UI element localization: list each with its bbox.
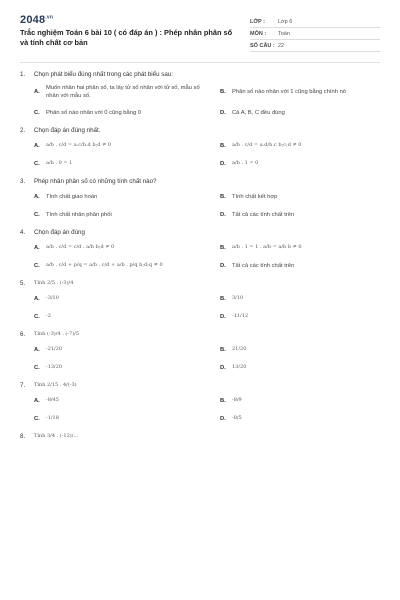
option-grid	[20, 84, 380, 119]
question-formula: Tính 2/15 . 4/(-3)	[34, 381, 77, 388]
option-text: Tính chất nhân phân phối	[46, 211, 112, 218]
option-label: C.	[34, 313, 40, 320]
option-label: D.	[220, 109, 226, 116]
option-b[interactable]	[220, 242, 392, 254]
option-a[interactable]	[34, 84, 206, 101]
question-stem	[20, 433, 380, 440]
option-label: B.	[220, 295, 226, 302]
option-text: Tính chất giao hoán	[46, 193, 98, 200]
option-formula: -8/5	[232, 415, 242, 422]
option-formula: a/b . 1 = 0	[232, 160, 259, 167]
header-left	[20, 14, 235, 47]
option-d[interactable]	[220, 260, 392, 272]
brand-logo[interactable]	[20, 14, 235, 26]
meta-value: 22	[278, 42, 285, 49]
meta-key: LỚP :	[250, 18, 265, 25]
option-grid	[20, 293, 380, 323]
option-formula: a/b . 0 = 1	[46, 160, 73, 167]
option-label: C.	[34, 262, 40, 269]
option-label: B.	[220, 244, 226, 251]
question-stem	[20, 71, 380, 78]
option-label: A.	[34, 346, 40, 353]
question-formula: Tính (-3)/4 . (-7)/5	[34, 330, 80, 337]
page-header	[20, 14, 380, 52]
question-number: 5.	[20, 279, 26, 287]
meta-key: SỐ CÂU :	[250, 42, 275, 49]
option-text: Tất cả các tính chất trên	[232, 211, 295, 218]
option-b[interactable]	[220, 84, 392, 101]
question-number: 3.	[20, 177, 26, 185]
question-number: 4.	[20, 228, 26, 236]
option-formula: a/b . c/d = c/d . a/b b;d ≠ 0	[46, 244, 115, 251]
question-formula: Tính 2/5 . (-3)/4	[34, 279, 74, 286]
option-a[interactable]	[34, 395, 206, 407]
question-stem	[20, 178, 380, 185]
option-formula: 13/20	[232, 364, 247, 371]
option-formula: 21/20	[232, 346, 247, 353]
question-2	[20, 127, 380, 170]
option-label: D.	[220, 211, 226, 218]
question-stem	[20, 127, 380, 134]
option-label: B.	[220, 89, 226, 96]
option-grid	[20, 140, 380, 170]
option-formula: a/b . c/d = a.d/b.c b;c;d ≠ 0	[232, 142, 302, 149]
option-label: A.	[34, 295, 40, 302]
option-a[interactable]	[34, 140, 206, 152]
question-4	[20, 229, 380, 272]
option-label: D.	[220, 364, 226, 371]
option-label: C.	[34, 160, 40, 167]
option-label: C.	[34, 109, 40, 116]
question-text: Phép nhân phân số có những tính chất nào?	[34, 177, 157, 185]
meta-value: Lớp 6	[278, 18, 293, 25]
option-formula: -13/20	[46, 364, 63, 371]
option-formula: -1/18	[46, 415, 59, 422]
option-label: A.	[34, 142, 40, 149]
option-grid	[20, 395, 380, 425]
option-b[interactable]	[220, 395, 392, 407]
option-text: Cả A, B, C đều đúng	[232, 109, 285, 116]
option-label: A.	[34, 193, 40, 200]
option-a[interactable]	[34, 293, 206, 305]
option-formula: -8/45	[46, 397, 59, 404]
option-formula: -21/20	[46, 346, 63, 353]
option-b[interactable]	[220, 344, 392, 356]
option-formula: -2	[46, 313, 51, 320]
option-c[interactable]	[34, 209, 206, 221]
option-label: D.	[220, 262, 226, 269]
question-stem	[20, 280, 380, 287]
brand-suffix: .vn	[45, 14, 54, 21]
option-label: C.	[34, 364, 40, 371]
question-number: 7.	[20, 381, 26, 389]
option-text: Phân số nào nhân với 1 cũng bằng chính nó	[232, 89, 347, 96]
option-label: C.	[34, 211, 40, 218]
option-formula: 3/10	[232, 295, 244, 302]
question-stem	[20, 229, 380, 236]
option-label: A.	[34, 244, 40, 251]
question-stem	[20, 331, 380, 338]
option-label: D.	[220, 415, 226, 422]
option-label: B.	[220, 397, 226, 404]
option-a[interactable]	[34, 242, 206, 254]
header-divider	[20, 62, 380, 63]
question-text: Chọn đáp án đúng	[34, 228, 85, 236]
question-text: Chọn phát biểu đúng nhất trong các phát biểu sau:	[34, 71, 173, 78]
document-title: Trắc nghiệm Toán 6 bài 10 ( có đáp án ) : Phép nhân phân số và tính chất cơ bản	[20, 28, 233, 47]
question-5	[20, 280, 380, 323]
question-text: Chọn đáp án đúng nhất.	[34, 126, 101, 134]
option-text: Muốn nhân hai phân số, ta lấy tử số nhân với tử số, mẫu số nhân với mẫu số.	[46, 85, 200, 100]
question-formula: Tính 3/4 . (-12)/...	[34, 432, 79, 439]
option-label: A.	[34, 397, 40, 404]
question-number: 2.	[20, 126, 26, 134]
question-stem	[20, 382, 380, 389]
question-number: 1.	[20, 71, 26, 78]
option-label: B.	[220, 193, 226, 200]
meta-row-class	[250, 16, 380, 28]
option-d[interactable]	[220, 158, 392, 170]
option-b[interactable]	[220, 140, 392, 152]
question-7	[20, 382, 380, 425]
option-label: D.	[220, 160, 226, 167]
question-number: 6.	[20, 330, 26, 338]
option-formula: -11/12	[232, 313, 249, 320]
option-formula: a/b . c/d = a.c/b.d b;d ≠ 0	[46, 142, 111, 149]
option-text: Phân số nào nhân với 0 cũng bằng 0	[46, 109, 142, 116]
option-formula: -3/10	[46, 295, 59, 302]
option-d[interactable]	[220, 413, 392, 425]
option-formula: -8/9	[232, 397, 242, 404]
option-label: A.	[34, 89, 40, 96]
option-text: Tất cả các tính chất trên	[232, 262, 295, 269]
option-c[interactable]	[34, 158, 206, 170]
option-formula: a/b . c/d + p/q = a/b . c/d + a/b . p/q b;d;q ≠ 0	[46, 262, 163, 269]
meta-table	[250, 16, 380, 52]
option-c[interactable]	[34, 311, 206, 323]
option-d[interactable]	[220, 311, 392, 323]
meta-row-subject	[250, 28, 380, 40]
option-d[interactable]	[220, 209, 392, 221]
option-b[interactable]	[220, 191, 392, 203]
option-grid	[20, 344, 380, 374]
option-grid	[20, 242, 380, 272]
option-c[interactable]	[34, 362, 206, 374]
option-c[interactable]	[34, 107, 206, 119]
question-number: 8.	[20, 432, 26, 440]
meta-key: MÔN :	[250, 30, 267, 37]
option-a[interactable]	[34, 191, 206, 203]
meta-row-count	[250, 40, 380, 52]
option-label: D.	[220, 313, 226, 320]
question-3	[20, 178, 380, 221]
option-d[interactable]	[220, 362, 392, 374]
option-grid	[20, 191, 380, 221]
question-1	[20, 71, 380, 119]
option-formula: a/b . 1 = 1 . a/b = a/b b ≠ 0	[232, 244, 302, 251]
option-b[interactable]	[220, 293, 392, 305]
option-label: C.	[34, 415, 40, 422]
meta-value: Toán	[278, 30, 290, 37]
option-c[interactable]	[34, 260, 206, 272]
option-d[interactable]	[220, 107, 392, 119]
option-label: B.	[220, 346, 226, 353]
question-6	[20, 331, 380, 374]
option-a[interactable]	[34, 344, 206, 356]
option-text: Tính chất kết hợp	[232, 193, 278, 200]
option-c[interactable]	[34, 413, 206, 425]
option-label: B.	[220, 142, 226, 149]
question-8	[20, 433, 380, 440]
brand-name: 2048	[20, 14, 46, 26]
